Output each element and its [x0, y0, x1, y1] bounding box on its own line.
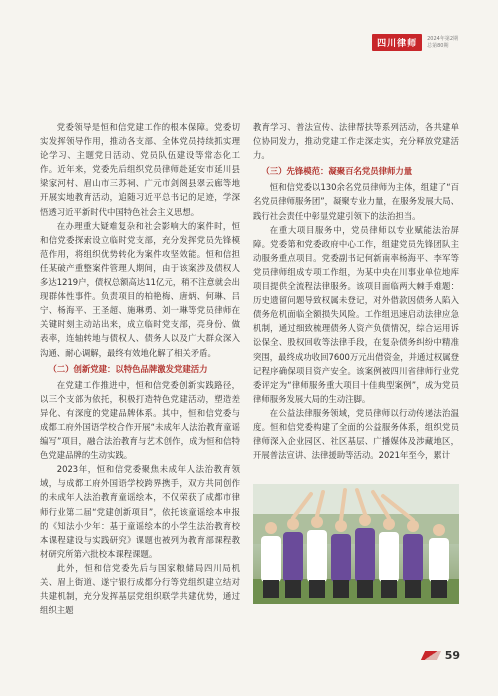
group-photo — [253, 484, 459, 604]
paragraph: 党委领导是恒和信党建工作的根本保障。党委切实发挥领导作用，推动各支部、全体党员持续抓实理论学习、主题党日活动、党员队伍建设等常态化工作。近年来，党委先后组织党员律师赴延安市延川县梁家河村、眉山市三苏祠、广元市剑阁县翠云廊等地开展实地教育活动，追随习近平总书记的足迹，学深悟透习近平新时代中国特色社会主义思想。 — [40, 122, 240, 217]
right-column — [253, 120, 459, 462]
paragraph: 在公益法律服务领域，党员律师以行动传递法治温度。恒和信党委构建了全面的公益服务体系，组织党员律师深入企业园区、社区基层、广播媒体及涉藏地区，开展普法宣讲、法律援助等活动。2021年至今，累计 — [253, 407, 459, 461]
paragraph: 教育学习、普法宣传、法律帮扶等系列活动，各共建单位协同发力，推动党建工作走深走实，充分释放党建活力。 — [253, 122, 459, 161]
section-subheading: （三）先锋模范：凝聚百名党员律师力量 — [261, 166, 413, 177]
page-number: 59 — [444, 649, 460, 662]
issue-total: 总第80期 — [427, 42, 449, 49]
group-photo-icon — [253, 484, 459, 604]
paragraph: 在党建工作推进中，恒和信党委创新实践路径，以三个支部为依托，积极打造特色党建活动，塑造差异化、有深度的党建品牌体系。其中，恒和信党委与成都工府外国语学校合作开展“未成年人法治教育童谣编写”项目，融合法治教育与艺术创作，成为恒和信特色党建品牌的生动实践。 — [40, 379, 240, 461]
paragraph: 此外，恒和信党委先后与国家粮储局四川局机关、眉上街道、遂宁银行成都分行等党组织建立结对共建机制，充分发挥基层党组织联学共建优势，通过组织主题 — [40, 562, 240, 616]
issue-number: 2024年第2期 — [427, 35, 458, 42]
left-column — [40, 120, 240, 617]
paragraph: 在重大项目服务中，党员律师以专业赋能法治屏障。党委第和党委政府中心工作，组建党员先锋团队主动服务重点项目。党委副书记何新南率杨海平、李军等党员律师组成专项工作组，为某中央在川事业单位地库项目提供全流程法律服务。该项目面临两大棘手难题：历史遗留问题导致权属未登记，对外借款因债务人陷入债务危机面临全额损失风险。工作组迅速启动法律应急机制，通过细致梳理债务人资产负债情况，综合运用诉讼保全、股权回收等法律手段，在复杂债务纠纷中精准突围，最终成功收回7600万元出借资金，并通过权属登记程序确保项目资产安全。该案例被四川省律师行业党委评定为“律师服务重大项目十佳典型案例”，成为党员律师服务发展大局的生动注脚。 — [253, 224, 459, 404]
magazine-logo: 四川律师 — [372, 34, 422, 51]
paragraph: 在办理重大疑难复杂和社会影响大的案件时，恒和信党委探索设立临时党支部，充分发挥党员先锋模范作用，将组织优势转化为案件攻坚效能。恒和信担任某破产重整案件管理人期间，由于该案涉及债权人多达1219户，债权总额高达11亿元，稍不注意就会出现群体性事件。负责项目的柏艳梅、唐炳、何琳、吕宁、杨海平、王圣超、施琳勇、刘一琳等党员律师在关键时刻主动站出来，成立临时党支部，亮身份、做表率，连轴转地与债权人、债务人以及广大群众深入沟通、耐心调解，最终有效地化解了相关矛盾。 — [40, 220, 240, 358]
section-subheading: （二）创新党建：以特色品牌激发党建活力 — [48, 363, 208, 374]
paragraph: 恒和信党委以130余名党员律师为主体，组建了“百名党员律师服务团”，凝聚专业力量，在服务发展大局、践行社会责任中彰显党建引领下的法治担当。 — [253, 182, 459, 221]
paragraph: 2023年，恒和信党委聚焦未成年人法治教育领域，与成都工府外国语学校跨界携手，双方共同创作的未成年人法治教育童谣绘本，不仅荣获了成都市律师行业第二届“党建创新项目”，依托该童谣绘本申报的《知法小少年：基于童谣绘本的小学生法治教育校本课程建设与实践研究》课题也被列为教育部课程教材研究所第六批校本课程课题。 — [40, 464, 240, 559]
page-mark-icon — [421, 651, 441, 660]
page-footer — [423, 649, 460, 662]
page-header — [372, 34, 458, 51]
issue-info — [427, 36, 458, 50]
